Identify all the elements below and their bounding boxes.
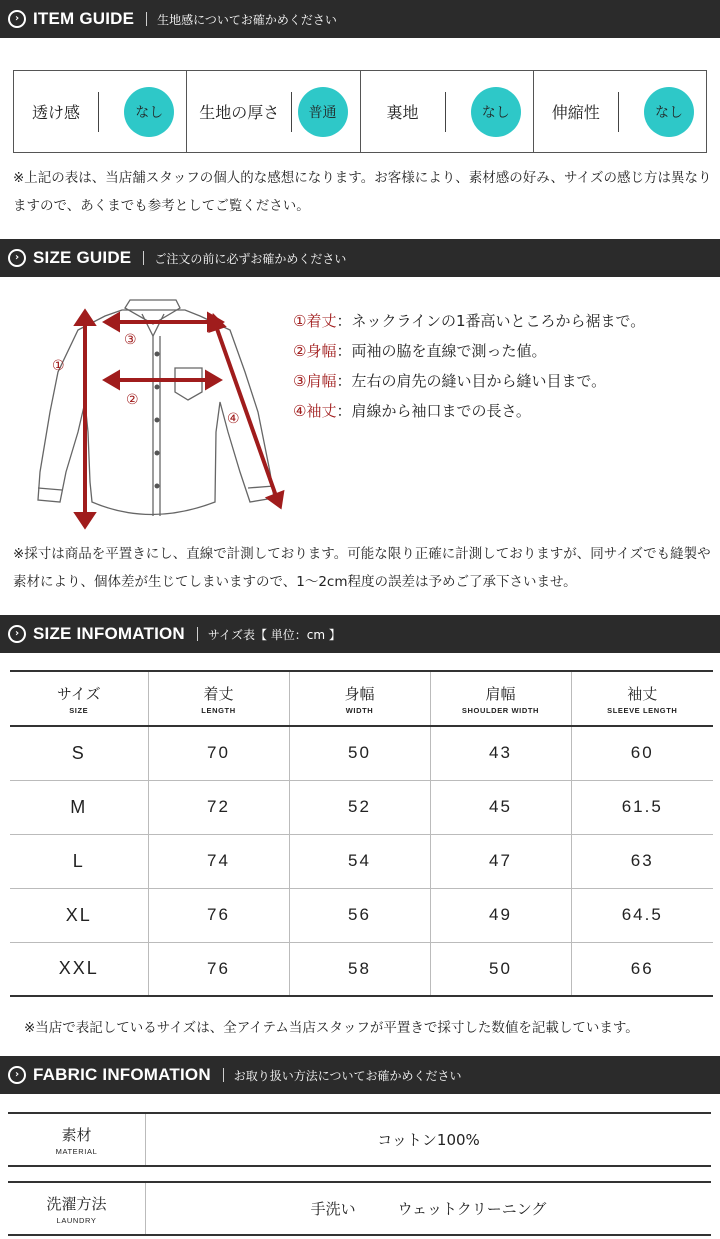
- marker-1: ①: [52, 358, 65, 374]
- chevron-right-icon: ›: [8, 625, 26, 643]
- material-value: コットン100%: [377, 1131, 480, 1149]
- legend-key: ③肩幅: [293, 372, 337, 390]
- marker-3: ③: [124, 332, 137, 348]
- table-cell: 60: [630, 743, 654, 763]
- column-header: 袖丈 SLEEVE LENGTH: [607, 684, 678, 715]
- marker-4: ④: [227, 411, 240, 427]
- item-guide-cell-thickness: [187, 71, 360, 152]
- table-cell: 50: [289, 726, 430, 780]
- section-subtitle: サイズ表【 単位：cm 】: [207, 627, 341, 642]
- fabric-material-row: [8, 1112, 711, 1167]
- size-guide-note: ※採寸は商品を平置きにし、直線で計測しております。可能な限り正確に計測しておりますが、同サイズでも縫製や素材により、個体差が生じてしまいますので、1〜2cm程度の誤差は予めご了承下さいませ。: [13, 546, 711, 590]
- table-cell: L: [10, 834, 148, 888]
- legend-key: ①着丈: [293, 312, 337, 330]
- section-title: FABRIC INFOMATION: [33, 1065, 211, 1084]
- table-cell: 52: [289, 780, 430, 834]
- table-cell: 63: [630, 851, 654, 870]
- table-cell: 70: [148, 726, 289, 780]
- laundry-value: ウェットクリーニング: [397, 1200, 547, 1218]
- table-row: [10, 834, 713, 888]
- divider: [143, 251, 144, 265]
- shirt-diagram: [30, 292, 300, 532]
- section-title: SIZE INFOMATION: [33, 624, 185, 643]
- divider: [223, 1068, 224, 1082]
- fabric-label-main: 素材: [61, 1125, 92, 1144]
- fabric-label-main: 洗濯方法: [46, 1194, 107, 1213]
- fabric-value: [146, 1183, 711, 1234]
- column-header: サイズ SIZE: [10, 671, 148, 726]
- fabric-label: [8, 1183, 146, 1234]
- table-cell: XXL: [10, 942, 148, 996]
- legend-desc: ：肩線から袖口までの長さ。: [336, 402, 531, 420]
- table-cell: S: [10, 726, 148, 780]
- table-cell: 76: [148, 888, 289, 942]
- divider: [618, 92, 619, 132]
- column-header: 身幅 WIDTH: [289, 671, 430, 726]
- item-guide-label: 透け感: [31, 103, 80, 122]
- section-subtitle: ご注文の前に必ずお確かめください: [154, 251, 347, 266]
- item-guide-table: [13, 70, 707, 153]
- legend-desc: ：左右の肩先の縫い目から縫い目まで。: [336, 372, 607, 390]
- table-cell: 64.5: [621, 905, 663, 924]
- divider: [197, 627, 198, 641]
- marker-2: ②: [126, 392, 139, 408]
- table-cell: 50: [430, 942, 571, 996]
- section-subtitle: お取り扱い方法についてお確かめください: [233, 1068, 462, 1083]
- legend-key: ④袖丈: [293, 402, 337, 420]
- table-row: [10, 780, 713, 834]
- table-cell: 74: [148, 834, 289, 888]
- item-guide-label: 生地の厚さ: [199, 103, 280, 122]
- fabric-laundry-row: [8, 1181, 711, 1236]
- item-guide-badge: なし: [124, 87, 174, 137]
- item-guide-header: [0, 0, 720, 38]
- table-cell: 61.5: [621, 797, 663, 816]
- chevron-right-icon: ›: [8, 10, 26, 28]
- fabric-label-sub: LAUNDRY: [56, 1215, 97, 1225]
- divider: [146, 12, 147, 26]
- chevron-right-icon: ›: [8, 1066, 26, 1084]
- table-cell: M: [10, 780, 148, 834]
- table-cell: 56: [289, 888, 430, 942]
- size-table: [10, 670, 713, 997]
- shirt-buttons: [155, 352, 160, 489]
- table-cell: 76: [148, 942, 289, 996]
- fabric-label-sub: MATERIAL: [55, 1146, 98, 1156]
- table-cell: 54: [289, 834, 430, 888]
- divider: [98, 92, 99, 132]
- chevron-right-icon: ›: [8, 249, 26, 267]
- column-header: 着丈 LENGTH: [148, 671, 289, 726]
- item-guide-cell-lining: [361, 71, 534, 152]
- item-guide-cell-stretch: [534, 71, 706, 152]
- item-guide-badge: なし: [644, 87, 694, 137]
- legend-item: [293, 336, 645, 366]
- table-row: [10, 942, 713, 996]
- table-cell: 66: [630, 958, 654, 978]
- table-cell: 72: [148, 780, 289, 834]
- table-header-row: [10, 671, 713, 726]
- divider: [445, 92, 446, 132]
- item-guide-label: 伸縮性: [551, 103, 600, 122]
- size-info-note: ※当店で表記しているサイズは、全アイテム当店スタッフが平置きで採寸した数値を記載しています。: [24, 1020, 639, 1036]
- fabric-label: [8, 1114, 146, 1165]
- fabric-info-header: [0, 1056, 720, 1094]
- legend-item: [293, 396, 645, 426]
- column-header: 肩幅 SHOULDER WIDTH: [430, 671, 571, 726]
- table-row: [10, 888, 713, 942]
- laundry-value: 手洗い: [310, 1200, 356, 1218]
- divider: [291, 92, 292, 132]
- table-cell: 49: [430, 888, 571, 942]
- legend-desc: ：ネックラインの1番高いところから裾まで。: [336, 312, 646, 330]
- table-cell: 43: [430, 726, 571, 780]
- table-cell: XL: [10, 888, 148, 942]
- item-guide-badge: 普通: [298, 87, 348, 137]
- legend-item: [293, 306, 645, 336]
- table-cell: 58: [289, 942, 430, 996]
- legend-desc: ：両袖の脇を直線で測った値。: [336, 342, 547, 360]
- size-guide-legend: [293, 306, 645, 426]
- table-cell: 45: [430, 780, 571, 834]
- legend-key: ②身幅: [293, 342, 337, 360]
- item-guide-label: 裏地: [386, 103, 419, 122]
- table-row: [10, 726, 713, 780]
- section-subtitle: 生地感についてお確かめください: [157, 12, 337, 27]
- table-cell: 47: [430, 834, 571, 888]
- item-guide-note: ※上記の表は、当店舗スタッフの個人的な感想になります。お客様により、素材感の好み、サイズの感じ方は異なりますので、あくまでも参考としてご覧ください。: [13, 170, 712, 214]
- item-guide-cell-transparency: [14, 71, 187, 152]
- size-info-header: [0, 615, 720, 653]
- section-title: ITEM GUIDE: [33, 9, 135, 28]
- section-title: SIZE GUIDE: [33, 248, 132, 267]
- fabric-value: [146, 1114, 711, 1165]
- size-guide-header: [0, 239, 720, 277]
- legend-item: [293, 366, 645, 396]
- item-guide-badge: なし: [471, 87, 521, 137]
